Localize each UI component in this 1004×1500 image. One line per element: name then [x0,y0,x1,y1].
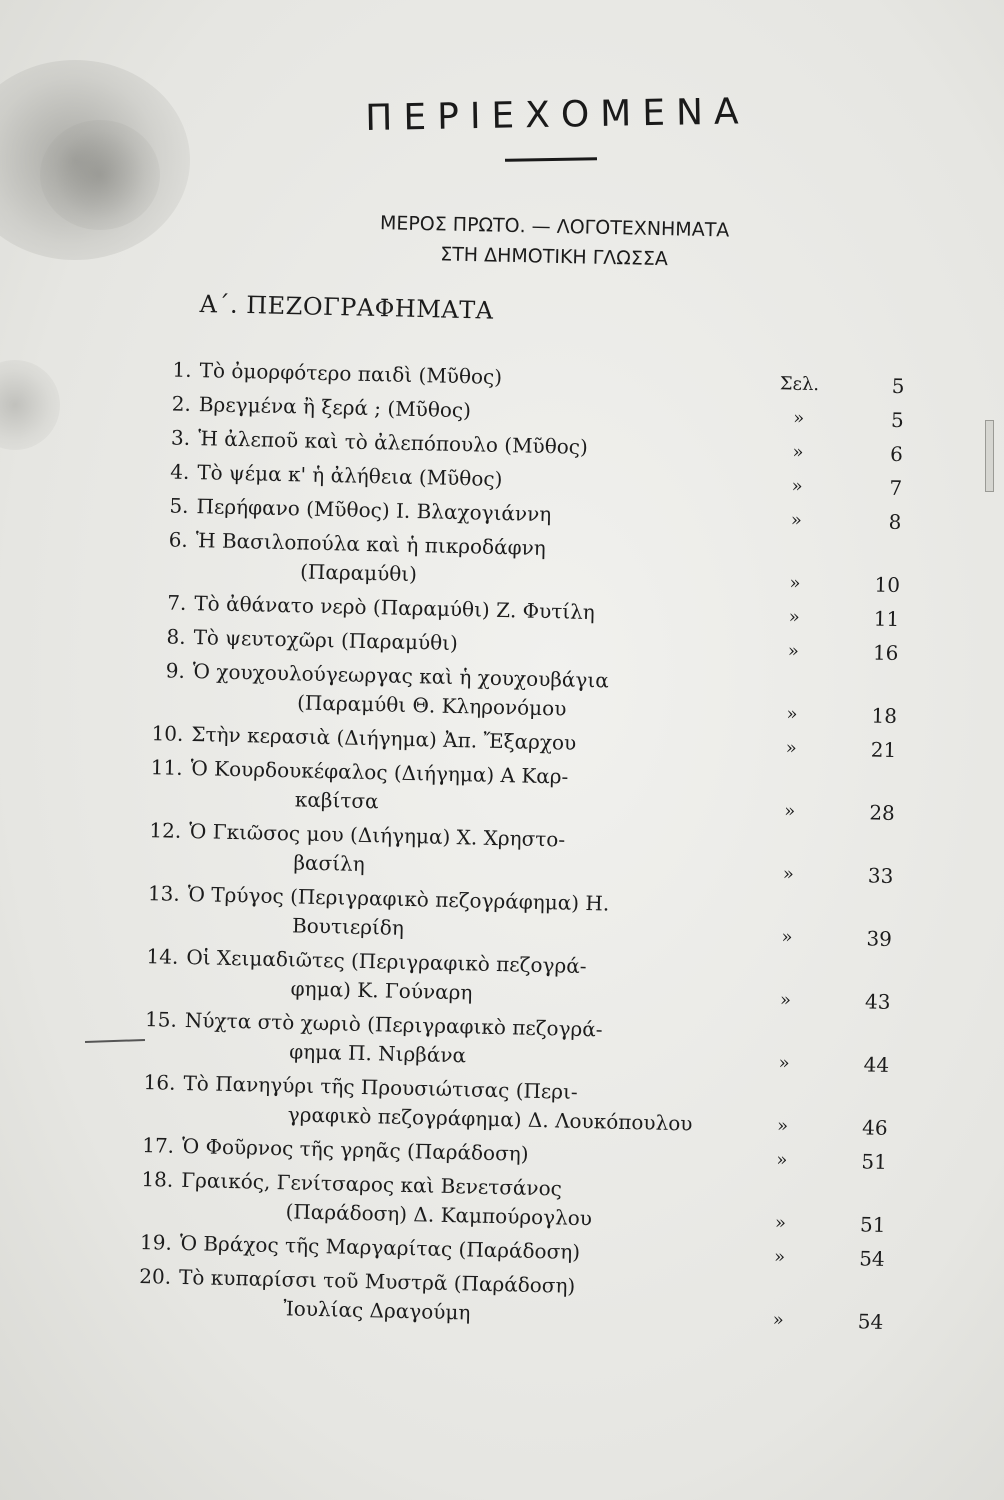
ditto-mark: » [785,737,797,759]
toc-entry-title: Ὁ Τρύγος (Περιγραφικὸ πεζογράφημα) Η. [187,881,610,916]
toc-page-number: 33 [867,863,894,888]
toc-page-number: 54 [857,1309,884,1334]
toc-entry-title: Τὸ ἀθάνατο νερὸ (Παραμύθι) Ζ. Φυτίλη [194,591,596,625]
toc-entry-title: Τὸ ψευτοχῶρι (Παραμύθι) [193,625,459,656]
toc-entry-number: 12. [149,818,182,843]
page-title: ΠΕΡΙΕΧΟΜΕΝΑ [365,91,750,139]
toc-entry-number: 1. [172,357,192,382]
ditto-mark: » [773,1246,786,1268]
toc-entry-number: 3. [170,425,191,450]
toc-page-number: 43 [864,989,891,1014]
toc-page-number: 10 [874,572,901,598]
paper-stain [40,120,160,230]
toc-entry-title: φημα Π. Νιρβάνα [288,1039,467,1068]
toc-entry-title: γραφικὸ πεζογράφημα) Δ. Λουκόπουλου [287,1102,693,1136]
toc-entry-title: Ἡ ἀλεποῦ καὶ τὸ ἀλεπόπουλο (Μῦθος) [197,426,589,459]
toc-entry-title: Τὸ Πανηγύρι τῆς Προυσιώτισας (Περι- [183,1070,578,1104]
toc-entry-title: Γραικός, Γενίτσαρος καὶ Βενετσάνος [181,1167,563,1201]
toc-entry-title: (Παράδοση) Δ. Καμπούρογλου [285,1199,593,1231]
toc-entry-number: 16. [143,1070,176,1095]
toc-entry-title: (Παραμύθι Θ. Κληρονόμου [296,690,567,721]
part-heading-line: ΣΤΗ ΔΗΜΟΤΙΚΗ ΓΛΩΣΣΑ [439,243,669,271]
toc-page-number: 21 [870,737,897,763]
toc-entry-number: 20. [139,1263,172,1289]
toc-entry-title: Τὸ ψέμα κ' ἡ ἀλήθεια (Μῦθος) [197,460,503,492]
ditto-mark: » [790,509,803,531]
toc-entry-number: 17. [141,1133,175,1158]
toc-entry-title: Τὸ κυπαρίσσι τοῦ Μυστρᾶ (Παράδοση) [178,1264,576,1298]
paper-stain [0,360,60,450]
toc-page-number: 5 [891,373,905,399]
toc-entry-title: Ὁ χουχουλούγεωργας καὶ ἡ χουχουβάγια [192,659,610,693]
toc-entry-number: 14. [146,944,179,969]
toc-page-number: 46 [861,1115,888,1140]
toc-entry-title: Ὁ Κουρδουκέφαλος (Διήγημα) Α Καρ- [190,756,569,789]
toc-page-number: 8 [888,509,902,535]
toc-entry-title: Νύχτα στὸ χωριὸ (Περιγραφικὸ πεζογρά- [184,1007,603,1042]
ditto-mark: » [779,989,792,1011]
toc-page-number: 54 [858,1246,885,1271]
ditto-mark: » [791,475,803,497]
toc-entry-title: Τὸ ὀμορφότερο παιδὶ (Μῦθος) [199,358,503,389]
toc-entry-title: (Παραμύθι) [299,559,418,587]
toc-entry-title: Ὁ Βράχος τῆς Μαργαρίτας (Παράδοση) [179,1230,581,1264]
section-heading: Α΄. ΠΕΖΟΓΡΑΦΗΜΑΤΑ [199,290,494,325]
toc-page-number: 39 [866,926,893,951]
ditto-mark: » [792,441,804,463]
toc-entry-title: Οἱ Χειμαδιῶτες (Περιγραφικὸ πεζογρά- [186,944,587,979]
ditto-mark: » [789,572,801,594]
toc-entry-number: 18. [141,1167,174,1192]
part-heading-line: ΜΕΡΟΣ ΠΡΩΤΟ. — ΛΟΓΟΤΕΧΝΗΜΑΤΑ [379,212,730,242]
toc-entry-number: 5. [169,493,189,518]
toc-page-number: 28 [869,800,896,826]
toc-entry-title: Στὴν κερασιὰ (Διήγημα) Ἀπ. Ἔξαρχου [191,722,577,755]
toc-entry-number: 11. [150,755,183,780]
toc-page-number: 7 [889,475,903,501]
toc-entry-number: 13. [147,881,181,906]
toc-page-number: 51 [859,1212,886,1237]
part-heading [324,207,785,277]
table-of-contents [128,355,920,1342]
toc-entry-title: Ὁ Φοῦρνος τῆς γρηᾶς (Παράδοση) [181,1133,529,1166]
toc-entry-number: 8. [166,624,186,649]
toc-entry-number: 15. [144,1007,178,1032]
toc-page-number: 5 [890,407,904,433]
ditto-mark: » [787,640,800,662]
ditto-mark: » [792,407,805,429]
toc-page-number: 6 [889,441,904,467]
page-column-label: Σελ. [779,373,820,396]
ditto-mark: » [781,926,793,948]
toc-entry-title: Ἡ Βασιλοπούλα καὶ ἡ πικροδάφνη [195,528,547,561]
toc-entry-title: φημα) Κ. Γούναρη [290,976,473,1005]
ditto-mark: » [786,703,798,725]
toc-entry-number: 10. [151,721,184,746]
toc-entry-number: 6. [168,527,189,552]
toc-page-number: 18 [871,703,898,729]
toc-entry-number: 2. [171,391,192,416]
toc-page-number: 51 [861,1149,888,1174]
toc-entry-title: Βουτιερίδη [291,913,405,940]
ditto-mark: » [782,863,795,885]
toc-entry-title: Ὁ Γκιῶσος μου (Διήγημα) Χ. Χρηστο- [188,819,566,852]
toc-entry-title: καβίτσα [294,787,379,814]
toc-entry-number: 7. [167,590,187,615]
toc-entry-title: Ἰουλίας Δραγούμη [283,1296,471,1325]
ditto-mark: » [772,1309,785,1331]
toc-entry-number: 4. [169,459,190,484]
title-underline [505,157,597,162]
toc-entry-number: 19. [139,1230,173,1255]
toc-entry-title: Βρεγμένα ἢ ξερά ; (Μῦθος) [198,392,472,423]
ditto-mark: » [776,1115,789,1137]
toc-entry-title: βασίλη [293,850,366,876]
ditto-mark: » [784,800,796,822]
toc-page-number: 16 [872,640,899,666]
ditto-mark: » [776,1149,788,1171]
ditto-mark: » [778,1052,790,1074]
ditto-mark: » [774,1212,787,1234]
toc-page-number: 11 [873,606,900,632]
toc-page-number: 44 [863,1052,890,1077]
page-edge-tab [985,420,994,492]
toc-entry-title: Περήφανο (Μῦθος) Ι. Βλαχογιάννη [196,494,552,527]
ditto-mark: » [788,606,800,628]
toc-entry-number: 9. [165,658,186,683]
